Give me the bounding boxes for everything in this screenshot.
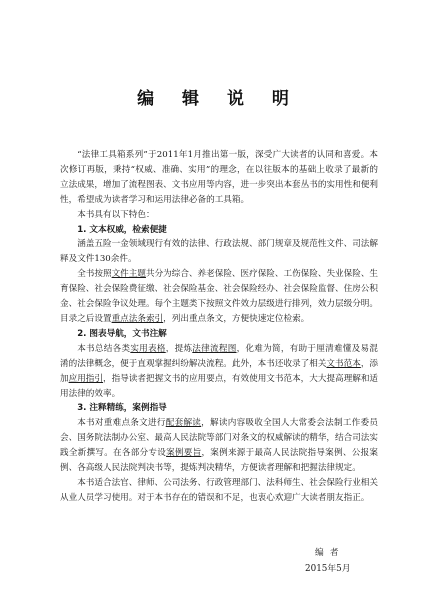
underlined-term: 文件主题 — [111, 269, 146, 280]
section-1-paragraph-2 — [60, 267, 378, 327]
signature-block — [305, 545, 351, 577]
signature-author: 编者 — [315, 548, 345, 558]
document-body — [60, 148, 378, 506]
underlined-term: 文书范本 — [326, 358, 361, 369]
section-1-paragraph-1: 涵盖五险一金领域现行有效的法律、行政法规、部门规章及规范性文件、司法解释及文件130余件。 — [60, 239, 378, 265]
signature-date: 2015年5月 — [305, 564, 351, 574]
closing-paragraph: 本书适合法官、律师、公司法务、行政管理部门、法科师生、社会保险行业相关从业人员学习使用。对于本书存在的错误和不足，也衷心欢迎广大读者朋友指正。 — [60, 477, 378, 503]
underlined-term: 实用表格 — [130, 343, 166, 354]
text-run: 共分为综合、养老保险、医疗保险、工伤保险、失业保险、生育保险、社会保险费征缴、社会保险基金、社会保险经办、社会保险监督、住房公积金、社会保险争议处理。每个主题类下按照文件效力层级进行排列，效力层级分明。目录之后设置 — [60, 269, 379, 324]
section-heading-2: 2. 图表导航，文书注解 — [77, 328, 167, 339]
text-run: ，化难为简，有助于厘清难懂及易混淆的法律概念，便于直观掌握纠纷解决流程。此外，本书还收录了相关 — [60, 343, 378, 369]
text-run: 本书对重难点条文进行 — [77, 418, 166, 429]
text-run: ，解读内容吸收全国人大常委会法制工作委员会、国务院法制办公室、最高人民法院等部门对条文的权威解读的精华，结合司法实践全新撰写。在各部分专设 — [60, 418, 378, 459]
underlined-term: 配套解读 — [165, 418, 202, 429]
page-title: 编 辑 说 明 — [137, 89, 300, 109]
section-heading-3: 3. 注释精练，案例指导 — [77, 403, 167, 414]
features-intro: 本书具有以下特色： — [77, 209, 155, 220]
text-run: ，添加 — [60, 358, 379, 384]
text-run: ，指导读者把握文书的应用要点，有效使用文书范本，大大提高理解和适用法律的效率。 — [60, 373, 379, 399]
underlined-term: 应用指引 — [68, 373, 103, 384]
text-run: 本书总结各类 — [77, 343, 131, 354]
underlined-term: 重点法条索引 — [111, 313, 164, 324]
underlined-term: 案例要旨 — [166, 448, 202, 459]
section-2-paragraph — [60, 342, 378, 402]
text-run: 全书按照 — [77, 269, 112, 280]
intro-paragraph: “法律工具箱系列”于2011年1月推出第一版，深受广大读者的认同和喜爱。本次修订再版，秉持“权威、准确、实用”的理念，在以往版本的基础上收录了最新的立法成果，增加了流程图表、文书应用等内容，进一步突出本套丛书的实用性和便利性，希望成为读者学习和运用法律必备的工具箱。 — [60, 150, 378, 205]
text-run: ，案例来源于最高人民法院指导案例、公报案例、各高级人民法院判决书等，提炼判决精华，方便读者理解和把握法律规定。 — [60, 448, 378, 474]
text-run: ，列出重点条文，方便快速定位检索。 — [163, 313, 310, 324]
section-heading-1: 1. 文本权威，检索便捷 — [77, 224, 167, 235]
underlined-term: 法律流程图 — [192, 343, 237, 354]
section-3-paragraph — [60, 416, 378, 476]
text-run: ，提炼 — [165, 343, 193, 354]
